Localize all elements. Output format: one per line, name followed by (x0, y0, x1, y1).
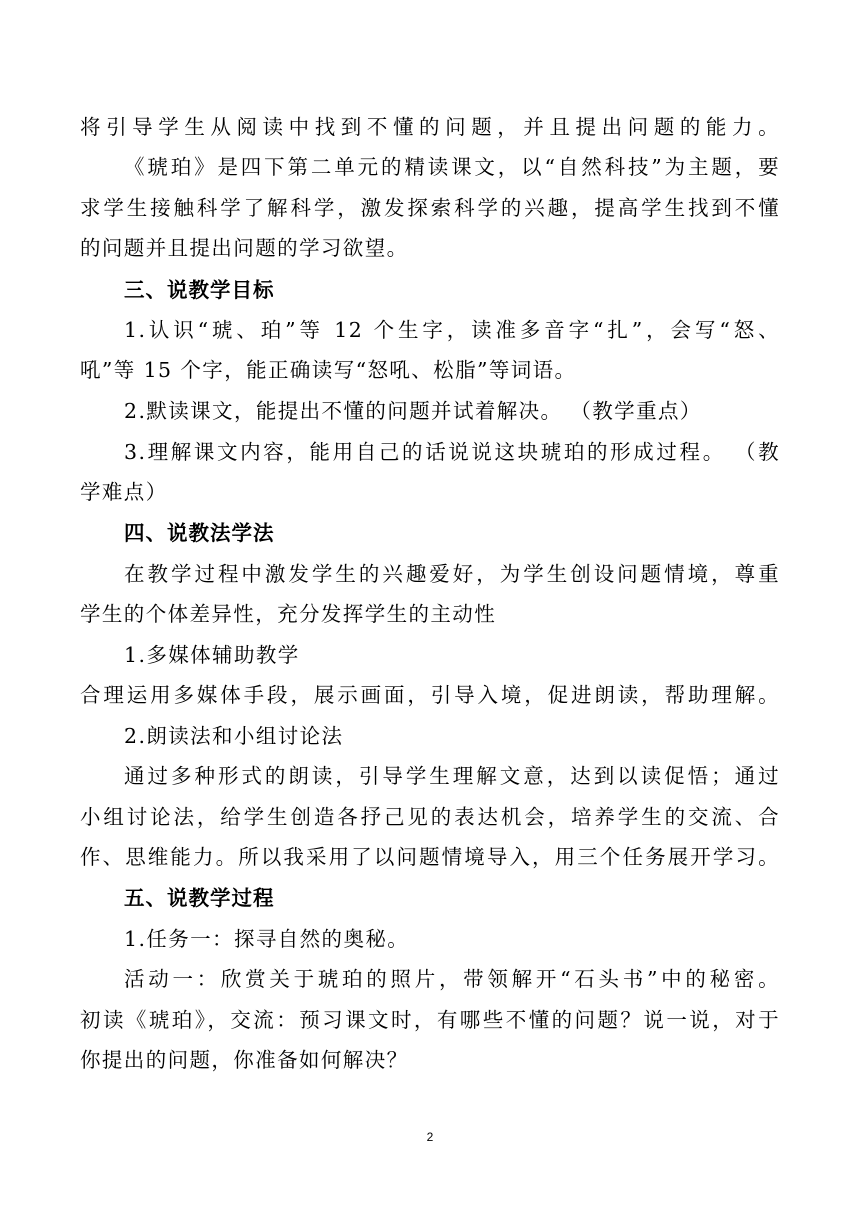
paragraph-line: 学生的个体差异性，充分发挥学生的主动性 (80, 602, 497, 626)
section-heading: 四、说教法学法 (124, 521, 275, 545)
paragraph-line: 2.朗读法和小组讨论法 (124, 724, 344, 748)
paragraph-line: 将引导学生从阅读中找到不懂的问题，并且提出问题的能力。 (80, 115, 780, 139)
section-heading: 三、说教学目标 (124, 278, 275, 302)
paragraph-line: 活动一：欣赏关于琥珀的照片，带领解开“石头书”中的秘密。 (124, 967, 780, 991)
paragraph-line: 1.多媒体辅助教学 (124, 643, 300, 667)
paragraph-line: 小组讨论法，给学生创造各抒己见的表达机会，培养学生的交流、合 (80, 805, 780, 829)
paragraph-line: 求学生接触科学了解科学，激发探索科学的兴趣，提高学生找到不懂 (80, 196, 780, 220)
paragraph-line: 你提出的问题，你准备如何解决？ (80, 1048, 409, 1072)
paragraph-line: 在教学过程中激发学生的兴趣爱好，为学生创设问题情境，尊重 (124, 562, 780, 586)
paragraph-line: 3.理解课文内容，能用自己的话说说这块琥珀的形成过程。 （教 (124, 440, 780, 464)
paragraph-line: 《琥珀》是四下第二单元的精读课文，以“自然科技”为主题，要 (124, 155, 780, 179)
paragraph-line: 吼”等 15 个字，能正确读写“怒吼、松脂”等词语。 (80, 358, 577, 382)
paragraph-line: 初读《琥珀》，交流：预习课文时，有哪些不懂的问题？说一说，对于 (80, 1008, 780, 1032)
page-number: 2 (426, 1130, 434, 1144)
paragraph-line: 2.默读课文，能提出不懂的问题并试着解决。 （教学重点） (124, 399, 702, 423)
paragraph-line: 1.认识“琥、珀”等 12 个生字，读准多音字“扎”，会写“怒、 (124, 318, 780, 342)
paragraph-line: 学难点） (80, 480, 168, 504)
section-heading: 五、说教学过程 (124, 886, 275, 910)
paragraph-line: 1.任务一：探寻自然的奥秘。 (124, 927, 410, 951)
paragraph-line: 的问题并且提出问题的学习欲望。 (80, 236, 409, 260)
paragraph-line: 通过多种形式的朗读，引导学生理解文意，达到以读促悟；通过 (124, 764, 780, 788)
paragraph-line: 作、思维能力。所以我采用了以问题情境导入，用三个任务展开学习。 (80, 845, 780, 869)
paragraph-line: 合理运用多媒体手段，展示画面，引导入境，促进朗读，帮助理解。 (80, 683, 780, 707)
